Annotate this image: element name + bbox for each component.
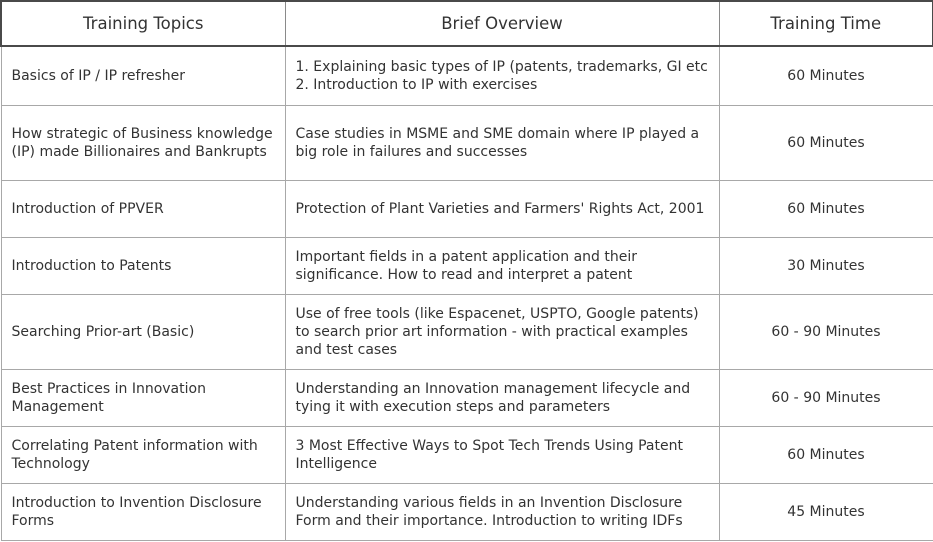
header-training-topics: Training Topics <box>1 1 285 46</box>
time-cell: 60 - 90 Minutes <box>719 295 933 370</box>
overview-cell: Understanding various fields in an Invention Disclosure Form and their importance. Introduction to writing IDFs <box>285 484 719 541</box>
table-body <box>1 46 933 541</box>
overview-cell: Use of free tools (like Espacenet, USPTO, Google patents) to search prior art information - with practical examples and test cases <box>285 295 719 370</box>
overview-cell: Protection of Plant Varieties and Farmers' Rights Act, 2001 <box>285 181 719 238</box>
topic-cell: Basics of IP / IP refresher <box>1 46 285 106</box>
table-row <box>1 46 933 106</box>
time-cell: 60 Minutes <box>719 427 933 484</box>
overview-cell: Case studies in MSME and SME domain where IP played a big role in failures and successes <box>285 106 719 181</box>
time-cell: 60 Minutes <box>719 46 933 106</box>
time-cell: 60 Minutes <box>719 106 933 181</box>
table-row <box>1 238 933 295</box>
topic-cell: Searching Prior-art (Basic) <box>1 295 285 370</box>
table-row <box>1 295 933 370</box>
table-row <box>1 106 933 181</box>
overview-cell: Important fields in a patent application and their significance. How to read and interpret a patent <box>285 238 719 295</box>
overview-cell <box>285 46 719 106</box>
table-row <box>1 370 933 427</box>
topic-cell: Introduction to Patents <box>1 238 285 295</box>
time-cell: 60 Minutes <box>719 181 933 238</box>
topic-cell: Best Practices in Innovation Management <box>1 370 285 427</box>
topic-cell: Introduction of PPVER <box>1 181 285 238</box>
topic-cell: How strategic of Business knowledge (IP) made Billionaires and Bankrupts <box>1 106 285 181</box>
overview-line: 2. Introduction to IP with exercises <box>295 77 538 93</box>
time-cell: 30 Minutes <box>719 238 933 295</box>
topic-cell: Introduction to Invention Disclosure Forms <box>1 484 285 541</box>
time-cell: 60 - 90 Minutes <box>719 370 933 427</box>
header-brief-overview: Brief Overview <box>285 1 719 46</box>
table-row <box>1 427 933 484</box>
overview-line: 1. Explaining basic types of IP (patents, trademarks, GI etc <box>295 59 708 75</box>
overview-cell: Understanding an Innovation management lifecycle and tying it with execution steps and parameters <box>285 370 719 427</box>
table-row <box>1 181 933 238</box>
time-cell: 45 Minutes <box>719 484 933 541</box>
overview-cell: 3 Most Effective Ways to Spot Tech Trends Using Patent Intelligence <box>285 427 719 484</box>
table-header <box>1 1 933 46</box>
header-row <box>1 1 933 46</box>
header-training-time: Training Time <box>719 1 933 46</box>
topic-cell: Correlating Patent information with Technology <box>1 427 285 484</box>
table-row <box>1 484 933 541</box>
